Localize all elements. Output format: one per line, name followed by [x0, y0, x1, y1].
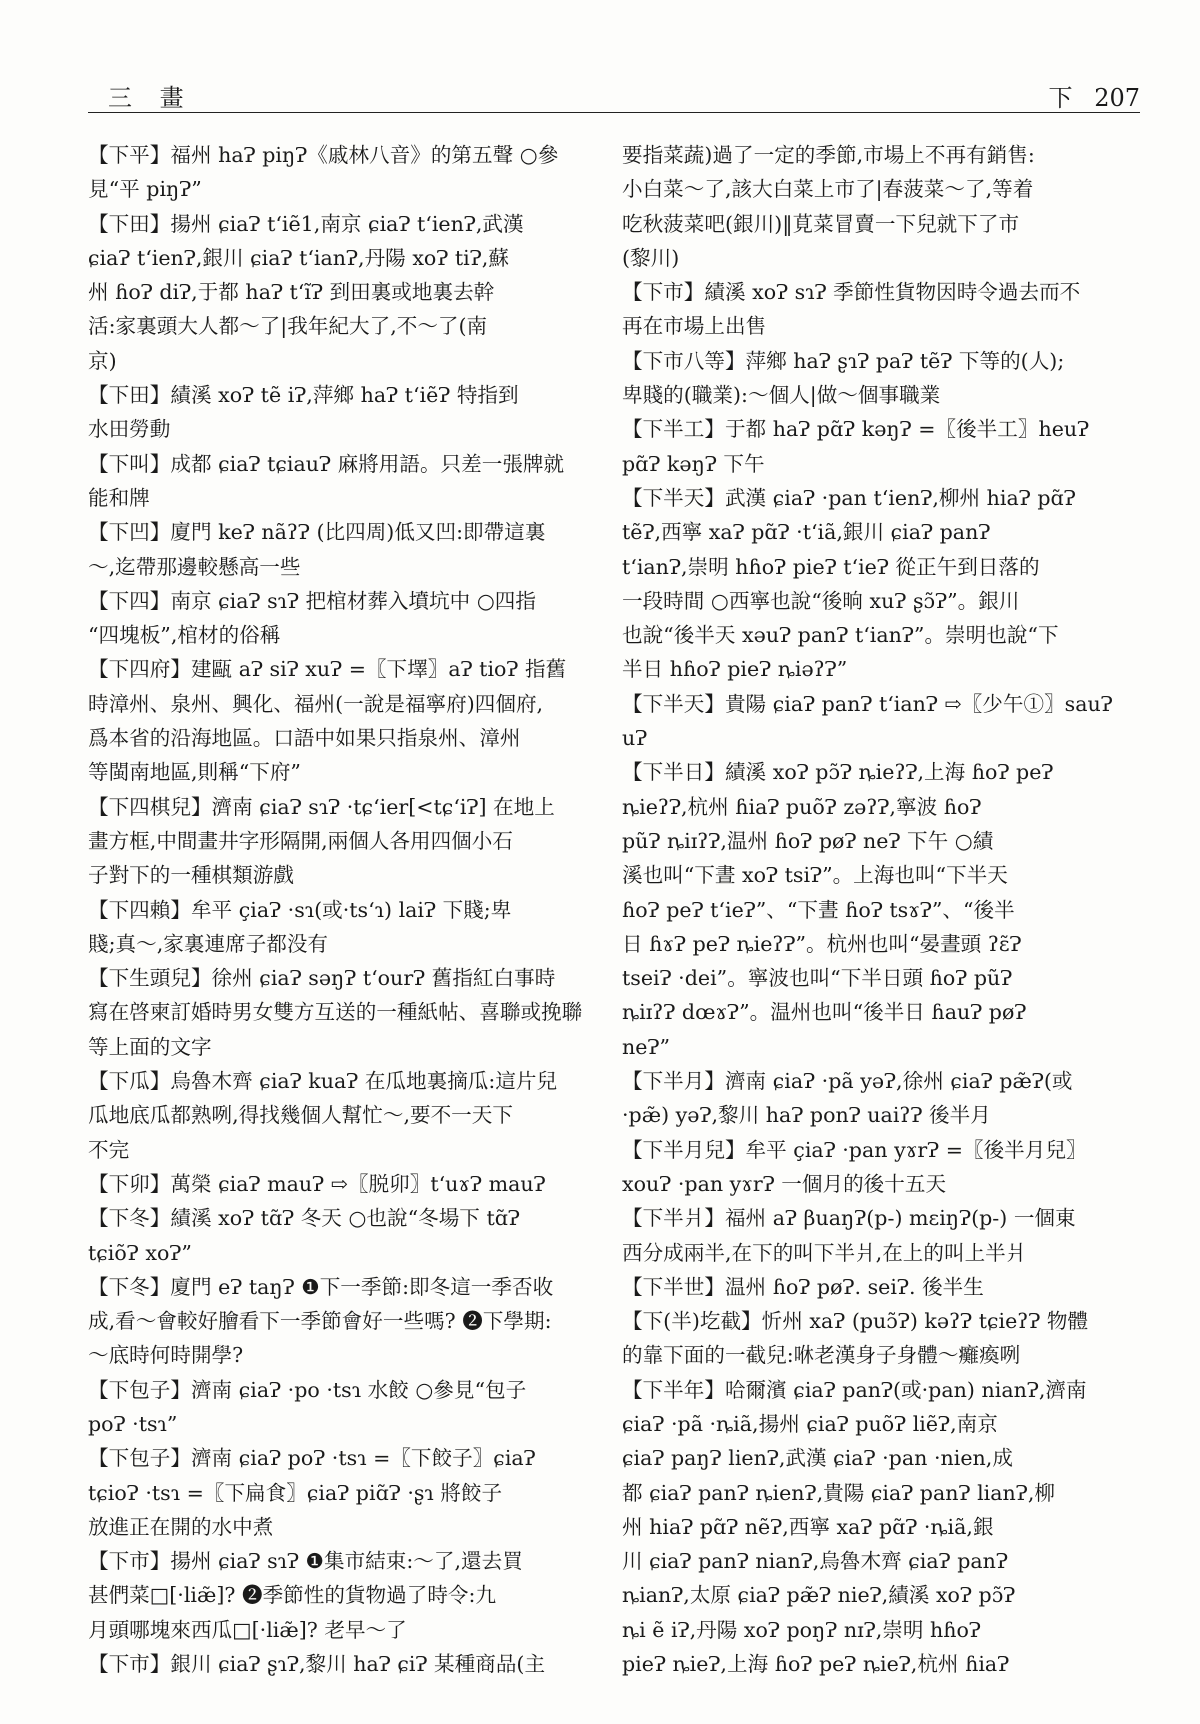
- entry-line: ～,迄帶那邊較懸高一些: [88, 554, 301, 579]
- dictionary-entry: [622, 412, 1142, 481]
- dictionary-entry: [88, 961, 608, 1064]
- dictionary-entry: [88, 515, 608, 584]
- dictionary-entry: [622, 755, 1142, 1064]
- entry-line: 水田勞動: [88, 417, 171, 442]
- entry-line: ɕiaɁ ·pã ·ȵiã,揚州 ɕiaɁ puõɁ liẽɁ,南京: [622, 1411, 998, 1436]
- dictionary-entry: [88, 1201, 608, 1270]
- entry-line: 畫方框,中間畫井字形隔開,兩個人各用四個小石: [88, 828, 513, 853]
- entry-line: tɕiõɁ xoɁ”: [88, 1240, 192, 1265]
- entry-line: ·pæ̃) yəɁ,黎川 haɁ ponɁ uaiʔɁ 後半月: [622, 1103, 991, 1128]
- header-rule: [88, 112, 1140, 113]
- entry-line: 放進正在開的水中煮: [88, 1514, 274, 1539]
- entry-line: 成,看～會較好膾看下一季節會好一些嗎? ❷下學期:: [88, 1309, 552, 1334]
- entry-line: 【下市】揚州 ɕiaɁ sɿɁ ❶集市結束:～了,還去買: [88, 1549, 523, 1574]
- dictionary-entry: [88, 1441, 608, 1544]
- entry-line: 【下冬】廈門 eɁ taŋɁ ❶下一季節:即冬這一季否收: [88, 1274, 554, 1299]
- right-column: [622, 138, 1142, 1708]
- entry-line: 都 ɕiaɁ panɁ ȵienɁ,貴陽 ɕiaɁ panɁ lianɁ,柳: [622, 1480, 1055, 1505]
- dictionary-entry: [622, 344, 1142, 413]
- entry-line: 溪也叫“下晝 xoɁ tsiɁ”。上海也叫“下半天: [622, 863, 1008, 888]
- entry-line: 甚們菜□[·liæ̃]? ❷季節性的貨物過了時令:九: [88, 1583, 497, 1608]
- entry-line: 【下半工】于都 haɁ pɑ̃Ɂ kəŋɁ =〖後半工〗heuɁ: [622, 417, 1090, 442]
- entry-line: ～底時何時開學?: [88, 1343, 244, 1368]
- dictionary-entry: [622, 275, 1142, 344]
- entry-line: 【下(半)圪截】忻州 xaɁ (puɔ̃Ɂ) kəʔɁ tɕieʔɁ 物體: [622, 1309, 1089, 1334]
- dictionary-entry: [622, 1373, 1142, 1682]
- entry-line: 見“平 piŋɁ”: [88, 177, 202, 202]
- dictionary-entry: [622, 481, 1142, 687]
- entry-line: pieɁ ȵieɁ,上海 ɦoɁ peɁ ȵieɁ,杭州 ɦiaɁ: [622, 1652, 1010, 1677]
- entry-line: ȵieʔɁ,杭州 ɦiaɁ puõɁ zəʔɁ,寧波 ɦoɁ: [622, 794, 982, 819]
- dictionary-entry: [88, 1167, 608, 1201]
- entry-line: 不完: [88, 1137, 130, 1162]
- entry-line: 京): [88, 348, 117, 373]
- entry-line: 州 hiaɁ pɑ̃Ɂ nẽɁ,西寧 xaɁ pɑ̃Ɂ ·ȵiã,銀: [622, 1514, 994, 1539]
- dictionary-entry: [88, 1647, 608, 1681]
- entry-line: 要指菜蔬)過了一定的季節,市場上不再有銷售:: [622, 143, 1035, 167]
- entry-line: 瓜地底瓜都熟咧,得找幾個人幫忙～,要不一天下: [88, 1103, 513, 1128]
- dictionary-entry: [88, 207, 608, 378]
- entry-line: 【下半天】武漢 ɕiaɁ ·pan tʻienɁ,柳州 hiaɁ pɑ̃Ɂ: [622, 485, 1076, 510]
- entry-line: 寫在啓柬訂婚時男女雙方互送的一種紙帖、喜聯或挽聯: [88, 1000, 583, 1025]
- entry-line: 【下叫】成都 ɕiaɁ tɕiauɁ 麻將用語。只差一張牌就: [88, 451, 565, 476]
- dictionary-entry: [88, 378, 608, 447]
- entry-line: 半日 hɦoɁ pieɁ ȵiəʔɁ”: [622, 657, 848, 682]
- dictionary-entry: [88, 893, 608, 962]
- entry-line: 吃秋菠菜吧(銀川)‖莧菜冒賣一下兒就下了市: [622, 211, 1020, 236]
- radical-label: 下: [1048, 84, 1073, 112]
- entry-line: pũɁ ȵiɪʔɁ,温州 ɦoɁ pøɁ neɁ 下午 ○績: [622, 828, 994, 853]
- entry-line: 月頭哪塊來西瓜□[·liæ̃]? 老早～了: [88, 1617, 407, 1642]
- dictionary-entry: [88, 1270, 608, 1373]
- entry-line: 【下半年】哈爾濱 ɕiaɁ panɁ(或·pan) nianɁ,濟南: [622, 1377, 1087, 1402]
- entry-line: ȵi ẽ iɁ,丹陽 xoɁ poŋɁ nɪɁ,崇明 hɦoɁ: [622, 1617, 981, 1642]
- entry-line: “四塊板”,棺材的俗稱: [88, 623, 281, 648]
- entry-line: (黎川): [622, 245, 680, 270]
- entry-line: 【下市】銀川 ɕiaɁ ʂɿɁ,黎川 haɁ ɕiɁ 某種商品(主: [88, 1652, 546, 1677]
- dictionary-entry: [88, 1064, 608, 1167]
- entry-line: ɦoɁ peɁ tʻieɁ”、“下晝 ɦoɁ tsɤɁ”、“後半: [622, 897, 1015, 922]
- entry-line: 【下四棋兒】濟南 ɕiaɁ sɿɁ ·tɕʻier[<tɕʻiɁ] 在地上: [88, 794, 555, 819]
- entry-line: 【下卯】萬榮 ɕiaɁ mauɁ ⇨〖脱卯〗tʻuɤɁ mauɁ: [88, 1171, 546, 1196]
- dictionary-entry: [88, 652, 608, 789]
- entry-line: tseiɁ ·dei”。寧波也叫“下半日頭 ɦoɁ pũɁ: [622, 966, 1013, 991]
- entry-line: 【下生頭兒】徐州 ɕiaɁ səŋɁ tʻourɁ 舊指紅白事時: [88, 966, 556, 991]
- entry-line: 等閩南地區,則稱“下府”: [88, 760, 301, 785]
- entry-line: 【下半月】濟南 ɕiaɁ ·pã yəɁ,徐州 ɕiaɁ pæ̃Ɂ(或: [622, 1069, 1073, 1094]
- page-number: 207: [1094, 84, 1140, 112]
- entry-line: 卑賤的(職業):～個人|做～個事職業: [622, 383, 941, 408]
- entry-line: ɕiaɁ paŋɁ lienɁ,武漢 ɕiaɁ ·pan ·nien,成: [622, 1446, 1013, 1471]
- dictionary-entry: [88, 138, 608, 207]
- entry-line: ȵianɁ,太原 ɕiaɁ pæ̃Ɂ nieɁ,績溪 xoɁ pɔ̃Ɂ: [622, 1583, 1016, 1608]
- entry-line: 【下田】績溪 xoɁ tẽ iɁ,萍鄉 haɁ tʻiẽɁ 特指到: [88, 383, 519, 408]
- entry-line: ɕiaɁ tʻienɁ,銀川 ɕiaɁ tʻianɁ,丹陽 xoɁ tiɁ,蘇: [88, 245, 509, 270]
- entry-line: 【下市】績溪 xoɁ sɿɁ 季節性貨物因時令過去而不: [622, 280, 1081, 305]
- entry-line: 時漳州、泉州、興化、福州(一說是福寧府)四個府,: [88, 691, 544, 716]
- entry-line: poɁ ·tsɿ”: [88, 1411, 178, 1436]
- entry-line: 子對下的一種棋類游戲: [88, 863, 294, 888]
- entry-line: 日 ɦɤɁ peɁ ȵieʔɁ”。杭州也叫“晏晝頭 ʔɛ̃Ɂ: [622, 931, 1022, 956]
- dictionary-entry: [88, 584, 608, 653]
- entry-line: 【下包子】濟南 ɕiaɁ poɁ ·tsɿ =〖下餃子〗ɕiaɁ: [88, 1446, 536, 1471]
- dictionary-entry: [622, 138, 1142, 275]
- dictionary-entry: [622, 687, 1142, 756]
- entry-line: 一段時間 ○西寧也說“後晌 xuɁ ʂɔ̃Ɂ”。銀川: [622, 588, 1020, 613]
- dictionary-entry: [88, 1544, 608, 1647]
- dictionary-entry: [622, 1304, 1142, 1373]
- dictionary-entry: [622, 1270, 1142, 1304]
- entry-line: 也說“後半天 xəuɁ panɁ tʻianɁ”。崇明也說“下: [622, 623, 1059, 648]
- dictionary-entry: [622, 1133, 1142, 1202]
- header-right: [1035, 78, 1140, 113]
- dictionary-entry: [622, 1064, 1142, 1133]
- section-title: 三 畫: [108, 84, 194, 112]
- entry-line: 賤;真～,家裏連席子都没有: [88, 931, 329, 956]
- entry-line: 【下包子】濟南 ɕiaɁ ·po ·tsɿ 水餃 ○參見“包子: [88, 1377, 527, 1402]
- entry-line: 【下半爿】福州 aɁ βuaŋɁ(p-) mɛiŋɁ(p-) 一個東: [622, 1206, 1076, 1231]
- entry-line: 小白菜～了,該大白菜上市了|春菠菜～了,等着: [622, 177, 1034, 202]
- entry-line: xouɁ ·pan yɤrɁ 一個月的後十五天: [622, 1171, 947, 1196]
- entry-line: uɁ: [622, 726, 648, 751]
- dictionary-entry: [88, 790, 608, 893]
- entry-line: 【下四府】建甌 aɁ siɁ xuɁ =〖下墿〗aɁ tioɁ 指舊: [88, 657, 567, 682]
- entry-line: 【下半月兒】牟平 çiaɁ ·pan yɤrɁ =〖後半月兒〗: [622, 1137, 1087, 1162]
- entry-line: 的靠下面的一截兒:咻老漢身子身體～癱瘓咧: [622, 1343, 1021, 1368]
- entry-line: ȵiɪʔɁ dœɤɁ”。温州也叫“後半日 ɦauɁ pøɁ: [622, 1000, 1027, 1025]
- entry-line: 川 ɕiaɁ panɁ nianɁ,烏魯木齊 ɕiaɁ panɁ: [622, 1549, 1008, 1574]
- entry-line: 【下半日】績溪 xoɁ pɔ̃Ɂ ȵieʔɁ,上海 ɦoɁ peɁ: [622, 760, 1054, 785]
- entry-line: 能和牌: [88, 485, 150, 510]
- dictionary-entry: [622, 1201, 1142, 1270]
- entry-line: 【下四賴】牟平 çiaɁ ·sɿ(或·tsʻɿ) laiɁ 下賤;卑: [88, 897, 512, 922]
- entry-line: 【下平】福州 haɁ piŋɁ《戚林八音》的第五聲 ○參: [88, 143, 559, 167]
- entry-line: 活:家裏頭大人都～了|我年紀大了,不～了(南: [88, 314, 488, 339]
- dictionary-entry: [88, 447, 608, 516]
- entry-line: 西分成兩半,在下的叫下半爿,在上的叫上半爿: [622, 1240, 1027, 1265]
- entry-line: 【下半世】温州 ɦoɁ pøɁ. seiɁ. 後半生: [622, 1274, 984, 1299]
- entry-line: 【下冬】績溪 xoɁ tɑ̃Ɂ 冬天 ○也說“冬場下 tɑ̃Ɂ: [88, 1206, 520, 1231]
- entry-line: 【下瓜】烏魯木齊 ɕiaɁ kuaɁ 在瓜地裏摘瓜:這片兒: [88, 1069, 558, 1094]
- entry-line: pɑ̃Ɂ kəŋɁ 下午: [622, 451, 765, 476]
- entry-line: 【下市八等】萍鄉 haɁ ʂɿɁ paɁ tẽɁ 下等的(人);: [622, 348, 1065, 373]
- entry-line: neɁ”: [622, 1034, 670, 1059]
- entry-line: tẽɁ,西寧 xaɁ pɑ̃Ɂ ·tʻiã,銀川 ɕiaɁ panɁ: [622, 520, 991, 545]
- entry-line: 再在市場上出售: [622, 314, 767, 339]
- entry-line: 【下四】南京 ɕiaɁ sɿɁ 把棺材葬入墳坑中 ○四指: [88, 588, 536, 613]
- entry-line: 爲本省的沿海地區。口語中如果只指泉州、漳州: [88, 726, 521, 751]
- entry-line: 州 ɦoɁ diɁ,于都 haɁ tʻĩɁ 到田裏或地裏去幹: [88, 280, 495, 305]
- entry-line: tɕioɁ ·tsɿ =〖下扁食〗ɕiaɁ piɑ̃Ɂ ·ʂɿ 將餃子: [88, 1480, 503, 1505]
- entry-line: 【下田】揚州 ɕiaɁ tʻiẽ1,南京 ɕiaɁ tʻienɁ,武漢: [88, 211, 524, 236]
- left-column: [88, 138, 608, 1708]
- dictionary-entry: [88, 1373, 608, 1442]
- entry-line: 【下凹】廈門 keɁ nãʔɁ (比四周)低又凹:即帶這裏: [88, 520, 546, 545]
- entry-line: tʻianɁ,崇明 hɦoɁ pieɁ tʻieɁ 從正午到日落的: [622, 554, 1040, 579]
- entry-line: 等上面的文字: [88, 1034, 212, 1059]
- entry-line: 【下半天】貴陽 ɕiaɁ panɁ tʻianɁ ⇨〖少午①〗sauɁ: [622, 691, 1113, 716]
